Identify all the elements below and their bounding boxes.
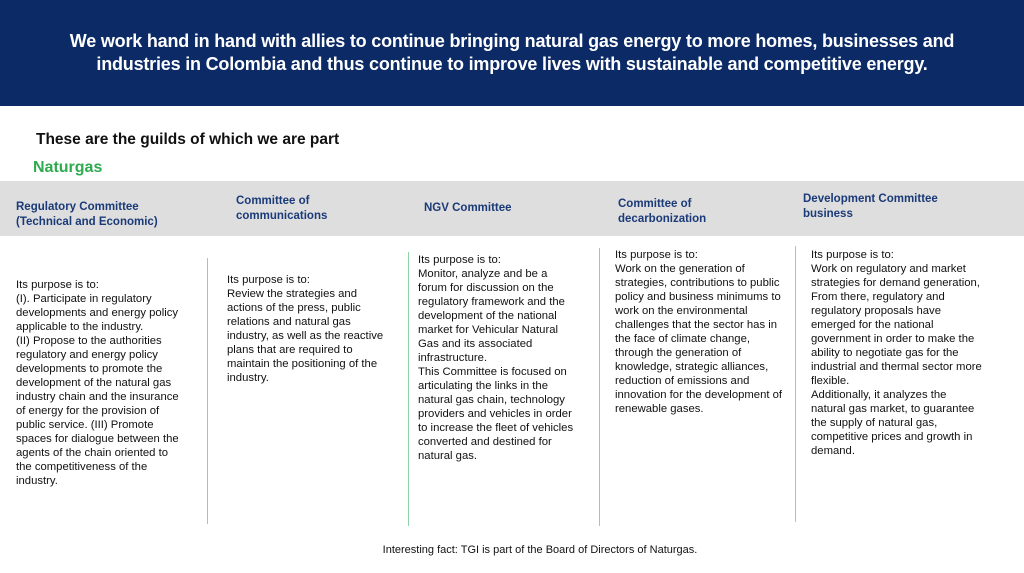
committee-title-ngv: NGV Committee [424, 202, 512, 214]
committee-title-regulatory: Regulatory Committee (Technical and Economic) [16, 201, 158, 228]
top-banner [0, 0, 1024, 106]
committee-body-regulatory: Its purpose is to: (I). Participate in regulatory developments and energy policy applicable to the industry. (II) Propose to the authorities regulatory and energy policy developments to promote the development of the natural gas industry chain and the insurance of energy for the provision of public service. (III) Promote spaces for dialogue between the agents of the chain oriented to the competitiveness of the industry. [16, 279, 179, 487]
committee-body-communications: Its purpose is to: Review the strategies and actions of the press, public relations and natural gas industry, as well as the reactive plans that are required to maintain the positioning of the industry. [227, 274, 384, 384]
column-divider [795, 246, 796, 522]
committee-title-decarbonization: Committee of decarbonization [618, 198, 707, 225]
banner-text: We work hand in hand with allies to continue bringing natural gas energy to more homes, businesses and industries in Colombia and thus continue to improve lives with sustainable and competitive energy. [69, 31, 955, 74]
column-divider [207, 258, 208, 524]
committee-body-decarbonization: Its purpose is to: Work on the generation of strategies, contributions to public policy and business minimums to work on the environmental challenges that the sector has in the face of climate change, through the generation of knowledge, strategic alliances, reduction of emissions and innovation for the development of renewable gases. [615, 249, 783, 415]
footnote: Interesting fact: TGI is part of the Board of Directors of Naturgas. [382, 544, 698, 556]
committee-body-ngv: Its purpose is to: Monitor, analyze and be a forum for discussion on the regulatory framework and the development of the national market for Vehicular Natural Gas and its associated infrastructure. This Committee is focused on articulating the links in the natural gas chain, technology providers and vehicles in order to increase the fleet of vehicles converted and destined for natural gas. [418, 254, 574, 462]
column-divider [408, 252, 409, 526]
committee-title-development: Development Committee business [803, 193, 938, 220]
committee-title-communications: Committee of communications [236, 195, 328, 222]
section-title: These are the guilds of which we are part [36, 131, 340, 148]
column-divider [599, 248, 600, 526]
org-name: Naturgas [33, 159, 103, 176]
committee-body-development: Its purpose is to: Work on regulatory and market strategies for demand generation, From there, regulatory and regulatory proposals have emerged for the national government in order to make the ability to negotiate gas for the industrial and thermal sector more flexible. Additionally, it analyzes the natural gas market, to guarantee the supply of natural gas, competitive prices and growth in demand. [811, 249, 982, 457]
